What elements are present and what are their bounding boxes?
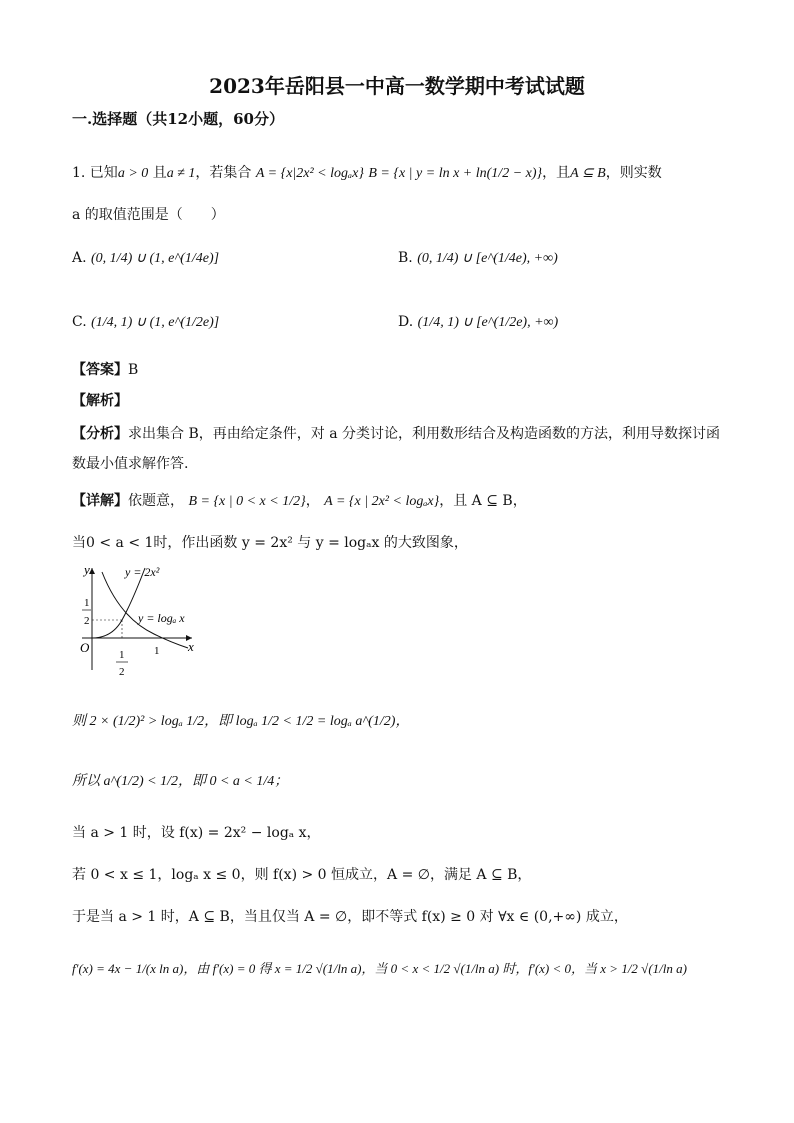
detail-relation: ，且 A ⊆ B， — [439, 493, 527, 509]
analysis-line-2: 数最小值求解作答. — [72, 456, 189, 472]
option-c — [72, 314, 219, 331]
graph-x-tick-den: 2 — [119, 666, 125, 678]
q1-cond-a: a > 0 — [117, 166, 149, 181]
q1-set-b: B = {x | y = ln x + ln(1/2 − x)} — [368, 166, 543, 181]
analysis-line-1 — [72, 423, 720, 443]
option-d-label: D. — [398, 314, 414, 330]
case-1-line: 当0 < a < 1时，作出函数 y = 2x² 与 y = logₐx 的大致图象， — [72, 535, 468, 551]
graph-label-origin: O — [80, 640, 90, 655]
analysis-text-1: 求出集合 B，再由给定条件，对 a 分类讨论，利用数形结合及构造函数的方法，利用导数探讨函 — [128, 426, 720, 442]
y-axis-arrow — [89, 568, 95, 574]
option-b — [398, 250, 558, 267]
option-b-text: (0, 1/4) ∪ [e^(1/4e), +∞) — [417, 251, 558, 266]
answer-line — [72, 359, 138, 379]
detail-tag: 【详解】 — [72, 493, 128, 509]
option-a-text: (0, 1/4) ∪ (1, e^(1/4e)] — [91, 251, 220, 266]
analysis-tag: 【分析】 — [72, 426, 128, 442]
q1-relation: A ⊆ B — [570, 166, 606, 181]
detail-line: 【详解】依题意， B = {x | 0 < x < 1/2}， A = {x | 2x² < logₐx}，且 A ⊆ B， — [72, 493, 527, 509]
function-graph — [70, 560, 210, 680]
q1-qie: ，且 — [542, 165, 571, 181]
graph-y-tick-num: 1 — [84, 597, 90, 609]
q1-ruojihe: ，若集合 — [195, 165, 252, 181]
so-line: 所以 a^(1/2) < 1/2，即 0 < a < 1/4； — [72, 774, 289, 789]
answer-tag: 【答案】 — [72, 362, 128, 378]
derivative-line: f′(x) = 4x − 1/(x ln a)，由 f′(x) = 0 得 x = 1/2 √(1/ln a)，当 0 < x < 1/2 √(1/ln a) 时，f′(x) < 0，当 x > 1/2 √(1/ln a) — [72, 961, 687, 976]
option-d — [398, 314, 558, 331]
q1-and: 且 — [152, 165, 167, 181]
graph-label-x: x — [188, 639, 194, 654]
detail-set-b: B = {x | 0 < x < 1/2} — [188, 494, 306, 509]
option-a-label: A. — [72, 250, 87, 266]
option-c-text: (1/4, 1) ∪ (1, e^(1/2e)] — [91, 315, 220, 330]
case-2-line: 当 a > 1 时，设 f(x) = 2x² − logₐ x， — [72, 825, 321, 841]
graph-curve2-label: y = logₐ x — [138, 611, 185, 625]
q1-tail: ，则实数 — [605, 165, 662, 181]
graph-x-tick-num: 1 — [119, 649, 125, 661]
option-a — [72, 250, 219, 267]
curve-log-a — [102, 572, 188, 648]
jiexi-tag: 【解析】 — [72, 393, 128, 409]
detail-set-a: A = {x | 2x² < logₐx} — [324, 494, 440, 509]
question-1-line-1 — [72, 162, 662, 182]
question-1-line-2: a 的取值范围是（ ） — [72, 207, 225, 223]
detail-text: 依题意， — [128, 493, 184, 509]
section-heading: 一.选择题（共12小题，60分） — [72, 110, 284, 128]
option-b-label: B. — [398, 250, 413, 266]
graph-label-y: y — [84, 562, 90, 577]
if-line: 若 0 < x ≤ 1，logₐ x ≤ 0，则 f(x) > 0 恒成立，A = ∅，满足 A ⊆ B， — [72, 867, 532, 883]
q1-set-a: A = {x|2x² < logₐx} — [255, 166, 364, 181]
then-line: 则 2 × (1/2)² > logₐ 1/2，即 logₐ 1/2 < 1/2 = logₐ a^(1/2)， — [72, 714, 410, 729]
option-c-label: C. — [72, 314, 87, 330]
graph-x-tick-one: 1 — [154, 645, 160, 657]
q1-prefix: 1. 已知 — [72, 165, 118, 181]
graph-curve1-label: y = 2x² — [125, 565, 160, 579]
thus-line: 于是当 a > 1 时，A ⊆ B，当且仅当 A = ∅，即不等式 f(x) ≥ 0 对 ∀x ∈ (0,+∞) 成立， — [72, 909, 628, 925]
q1-cond-b: a ≠ 1 — [166, 166, 196, 181]
graph-y-tick-den: 2 — [84, 615, 90, 627]
option-d-text: (1/4, 1) ∪ [e^(1/2e), +∞) — [417, 315, 559, 330]
answer-value: B — [128, 362, 139, 378]
page-title: 2023年岳阳县一中高一数学期中考试试题 — [209, 74, 585, 98]
